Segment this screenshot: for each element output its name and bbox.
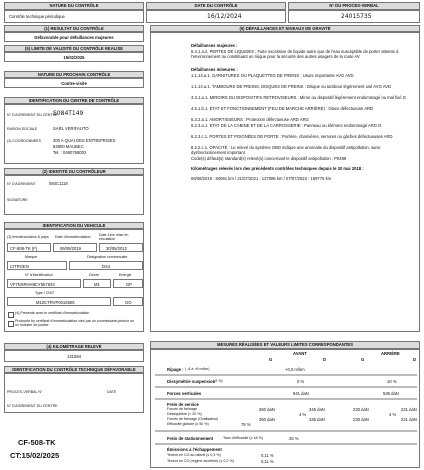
- header-contrevisite: IDENTIFICATION DU CONTRÔLE TECHNIQUE DÉFAVORABLE: [4, 366, 144, 373]
- marque-value: CITROEN: [10, 263, 29, 269]
- date-controle-value: 16/12/2024: [207, 13, 242, 20]
- energie-value: GP: [126, 281, 133, 287]
- limite-box: [4, 52, 144, 62]
- carrosserie-field: [113, 297, 143, 306]
- header-controleur: (2) IDENTITÉ DU CONTRÔLEUR: [4, 168, 144, 175]
- marque-field: [7, 261, 67, 270]
- km-hist-title: Kilométrages relevés lors des précédents contrôles techniques depuis le 20 mai 2018 :: [191, 166, 364, 171]
- carrosserie-value: GO: [125, 299, 132, 305]
- col-avant-d: D: [323, 357, 327, 362]
- vehicule-box: [4, 229, 144, 332]
- centre-coord-line2: 84800 MAUBEC: [53, 144, 84, 149]
- mineures-title: Défaillances mineures :: [191, 67, 238, 72]
- pv-value: 24015735: [341, 13, 372, 20]
- centre-coord-label: (3) COORDONNÉES: [7, 139, 41, 143]
- protocole-label: Protocole by certificat d'immatriculation visé par un commissaire-priseur ou un huissier de justice: [15, 319, 135, 327]
- mineure-item: 1.1.14.a.1. TAMBOURS DE FREINS, DISQUES DE FREINS : Disque ou tambour légèrement usé AVG AVD: [191, 84, 392, 89]
- signature-label: SIGNATURE: [7, 198, 28, 202]
- frein-eff-value: 78 %: [241, 422, 251, 427]
- vignette-immat: CF-508-TK: [18, 438, 56, 447]
- frein-av-g: 360 daN: [259, 407, 275, 412]
- resultat-value: Défavorable pour défaillances majeures: [34, 35, 114, 40]
- frein-av-deseq: 4 %: [299, 412, 307, 417]
- genre-value: M1: [94, 281, 100, 287]
- immat-field: [7, 243, 51, 252]
- frein-label: Frein de service: [167, 402, 199, 407]
- ripage-value: +0,0 m/km: [285, 367, 305, 372]
- prochain-value: Contre-visite: [61, 81, 87, 86]
- majeure-item: 6.4.1.a.2. PERTES DE LIQUIDES : Fuite excessive de liquide autre que de l'eau susceptible de porter atteinte à l'environnement ou constituant un risque pour la sécurité des autres usagers de la route AV: [191, 49, 399, 59]
- controleur-agrement-label: N° D'AGREMENT: [7, 182, 36, 186]
- date-immat-field: [53, 243, 97, 252]
- date-immat-label: Date d'immatriculation: [55, 235, 91, 239]
- vin-label: N° d'identification: [25, 273, 53, 277]
- centre-coord-line1: 300 A QUAI DES ENTREPRISES: [53, 138, 116, 143]
- frein-sub-oval: Forces de freinage (Ovalisation): [167, 417, 219, 421]
- header-mesures: MESURES RÉALISÉES ET VALEURS LIMITES CORRESPONDANTES: [150, 341, 420, 349]
- frein-ar-g-oval: 230 daN: [353, 417, 369, 422]
- cv-agrement-label: N° D'AGREMENT DU CENTRE: [7, 404, 58, 408]
- mineure-item: 6.2.3.a.1. ETAT DE LA CABINE ET DE LA CARROSSERIE : Panneau ou élément endommagé ARG D: [191, 123, 382, 128]
- header-date-controle: DATE DU CONTRÔLE: [146, 2, 286, 10]
- designation-label: Désignation commerciale: [87, 255, 128, 259]
- majeures-title: Défaillances majeures :: [191, 43, 238, 48]
- header-prochain: NATURE DU PROCHAIN CONTRÔLE: [4, 71, 144, 78]
- prochain-box: [4, 78, 144, 88]
- col-avant: AVANT: [293, 351, 307, 356]
- energie-field: [113, 279, 143, 288]
- ripage-range: ( -8 à +8 m/km): [185, 367, 210, 371]
- mineure-item: 4.6.1.b.1. ÉTAT ET FONCTIONNEMENT (FEU DE MARCHE ARRIÈRE) : Glace défectueuse ARD: [191, 106, 374, 111]
- km-value: 131594: [67, 354, 81, 359]
- divider: [155, 430, 417, 432]
- emis-sub-accel: Teneur en CO (régime accéléré) (≤ 0,2 %): [167, 459, 234, 463]
- forces-arriere: 535 daN: [383, 391, 399, 396]
- cv-pv-label: PROCES-VERBAL N°: [7, 390, 43, 394]
- stat-value: 26 %: [289, 436, 299, 441]
- controleur-agrement-value: 084C1118: [49, 181, 68, 186]
- divider: [155, 398, 417, 400]
- centre-raison-value: SARL VERIFAUTO: [53, 126, 89, 131]
- header-limite: (5) LIMITE DE VALIDITÉ DU CONTRÔLE REALISE: [4, 45, 144, 52]
- marque-label: Marque: [25, 255, 38, 259]
- km-hist-values: 06/08/2019 : 84091 km / 21/07/2021 : 127086 km / 07/07/2023 : 169776 km: [191, 176, 332, 181]
- centre-coord-line3: Tel. : 0490768002: [53, 150, 87, 155]
- protocole-checkbox: [8, 321, 14, 327]
- limite-value: 15/02/2025: [63, 55, 85, 60]
- frein-sub-forces: Forces de freinage: [167, 407, 197, 411]
- header-vehicule: IDENTIFICATION DU VEHICULE: [4, 222, 144, 229]
- designation-value: DS4: [102, 263, 111, 269]
- genre-label: Genre: [89, 273, 99, 277]
- mineure-item: 6.2.3.c.1. PORTES ET POIGNÉES DE PORTE : Portière, charnières, serrures ou gâches défectueuses ARD: [191, 134, 393, 139]
- immat-value: CF-508-TK (F): [10, 245, 38, 251]
- frein-av-g-oval: 360 daN: [259, 417, 275, 422]
- susp-range: ( 0 %): [213, 379, 223, 383]
- km-box: [4, 350, 144, 362]
- controleur-box: [4, 175, 144, 215]
- frein-ar-deseq: 4 %: [389, 412, 397, 417]
- header-pv: N° DU PROCES-VERBAL: [288, 2, 420, 10]
- date-circulation-label: Date 1ère mise en circulation: [99, 233, 129, 241]
- date-circulation-value: 30/05/2012: [106, 245, 127, 251]
- header-centre: IDENTIFICATION DU CENTRE DE CONTRÔLE: [4, 97, 144, 104]
- vin-field: [7, 279, 81, 288]
- type-field: [7, 297, 111, 306]
- frein-av-d: 345 daN: [309, 407, 325, 412]
- certificat-label: (4) Présenté avec le certificat d'immatriculation: [15, 311, 90, 315]
- frein-av-d-oval: 345 daN: [309, 417, 325, 422]
- forces-avant: 941 daN: [293, 391, 309, 396]
- vignette-date: CT:15/02/2025: [10, 451, 60, 460]
- energie-label: Energie: [119, 273, 132, 277]
- frein-ar-d: 221 daN: [401, 407, 417, 412]
- type-value: M10CTRVP0016506: [36, 299, 75, 305]
- stat-sub: Taux d'efficacité (≥ 18 %): [223, 436, 263, 440]
- mineure-item: 5.3.2.a.1. AMORTISSEURS : Protection défectueuse ARD ARG: [191, 117, 309, 122]
- ripage-label: Ripage :: [167, 367, 184, 372]
- centre-raison-label: RAISON SOCIALE: [7, 127, 38, 131]
- header-km: (4) KILOMÉTRAGE RELEVÉ: [4, 343, 144, 350]
- col-avant-g: G: [269, 357, 273, 362]
- mineure-item: Code(s) défaut(s) standard(s) relevé(s) concernant le dispositif antipollution : P0489: [191, 156, 347, 161]
- nature-controle-value: Contrôle technique périodique: [9, 14, 65, 19]
- certificat-checkbox: [8, 312, 14, 318]
- designation-field: [69, 261, 143, 270]
- frein-sub-eff: Efficacité globale (≥ 50 %): [167, 422, 209, 426]
- frein-ar-d-oval: 221 daN: [401, 417, 417, 422]
- mesures-box: [150, 349, 420, 468]
- centre-agrement-value: S084T149: [53, 110, 84, 117]
- mineure-item: 8.2.2.c.1. OPACITÉ : Le relevé du système OBD indique une anomalie du dispositif antipollution, sans dysfonctionnement important: [191, 145, 380, 155]
- susp-label: Dissymétrie suspension: [167, 379, 216, 384]
- divider: [155, 386, 417, 388]
- header-nature-controle: NATURE DU CONTRÔLE: [4, 2, 144, 10]
- type-label: Type / CNIT: [35, 291, 55, 295]
- frein-ar-g: 230 daN: [353, 407, 369, 412]
- header-defaillances: (6) DÉFAILLANCES ET NIVEAUX DE GRAVITÉ: [150, 25, 420, 32]
- immat-label: (3) Immatriculation & pays: [7, 235, 49, 239]
- emis-value-accel: 0,11 %: [261, 459, 274, 464]
- date-immat-value: 06/09/2019: [60, 245, 81, 251]
- vin-value: VF7NXRHH8CY557833: [10, 281, 55, 287]
- col-arriere: ARRIÈRE: [381, 351, 400, 356]
- susp-arriere: 10 %: [387, 379, 397, 384]
- pv-box: [288, 10, 420, 23]
- forces-label: Forces verticales: [167, 391, 202, 396]
- defaillances-box: [150, 32, 420, 332]
- col-arriere-d: D: [413, 357, 417, 362]
- date-controle-box: [146, 10, 286, 23]
- emis-value-ralenti: 0,11 %: [261, 453, 274, 458]
- date-circulation-field: [99, 243, 143, 252]
- nature-controle-box: [4, 10, 144, 23]
- resultat-box: [4, 32, 144, 42]
- centre-agrement-label: N° D'AGREMENT DU CENTRE: [7, 113, 58, 117]
- emis-label: Émissions à l'échappement: [167, 447, 222, 452]
- frein-sub-deseq: Déséquilibre (< 20 %): [167, 412, 202, 416]
- stat-label: Frein de stationnement: [167, 436, 214, 441]
- contrevisite-box: [4, 373, 144, 413]
- divider: [155, 443, 417, 445]
- susp-avant: 0 %: [297, 379, 305, 384]
- header-resultat: (1) RESULTAT DU CONTRÔLE: [4, 25, 144, 32]
- col-arriere-g: G: [361, 357, 365, 362]
- mineure-item: 1.1.13.a.1. GARNITURES OU PLAQUETTES DE FREINS : Usure importante AVG AVD: [191, 73, 354, 78]
- mineure-item: 3.3.1.a.1. MIROIRS OU DISPOSITIFS RETROVISEURS : Miroir ou dispositif légèrement endommagé ou mal fixé G: [191, 95, 407, 100]
- centre-box: [4, 104, 144, 164]
- divider: [155, 374, 417, 376]
- genre-field: [83, 279, 111, 288]
- emis-sub-ralenti: Teneur en CO au ralenti (≤ 0,3 %): [167, 453, 221, 457]
- cv-date-label: DATE: [107, 390, 117, 394]
